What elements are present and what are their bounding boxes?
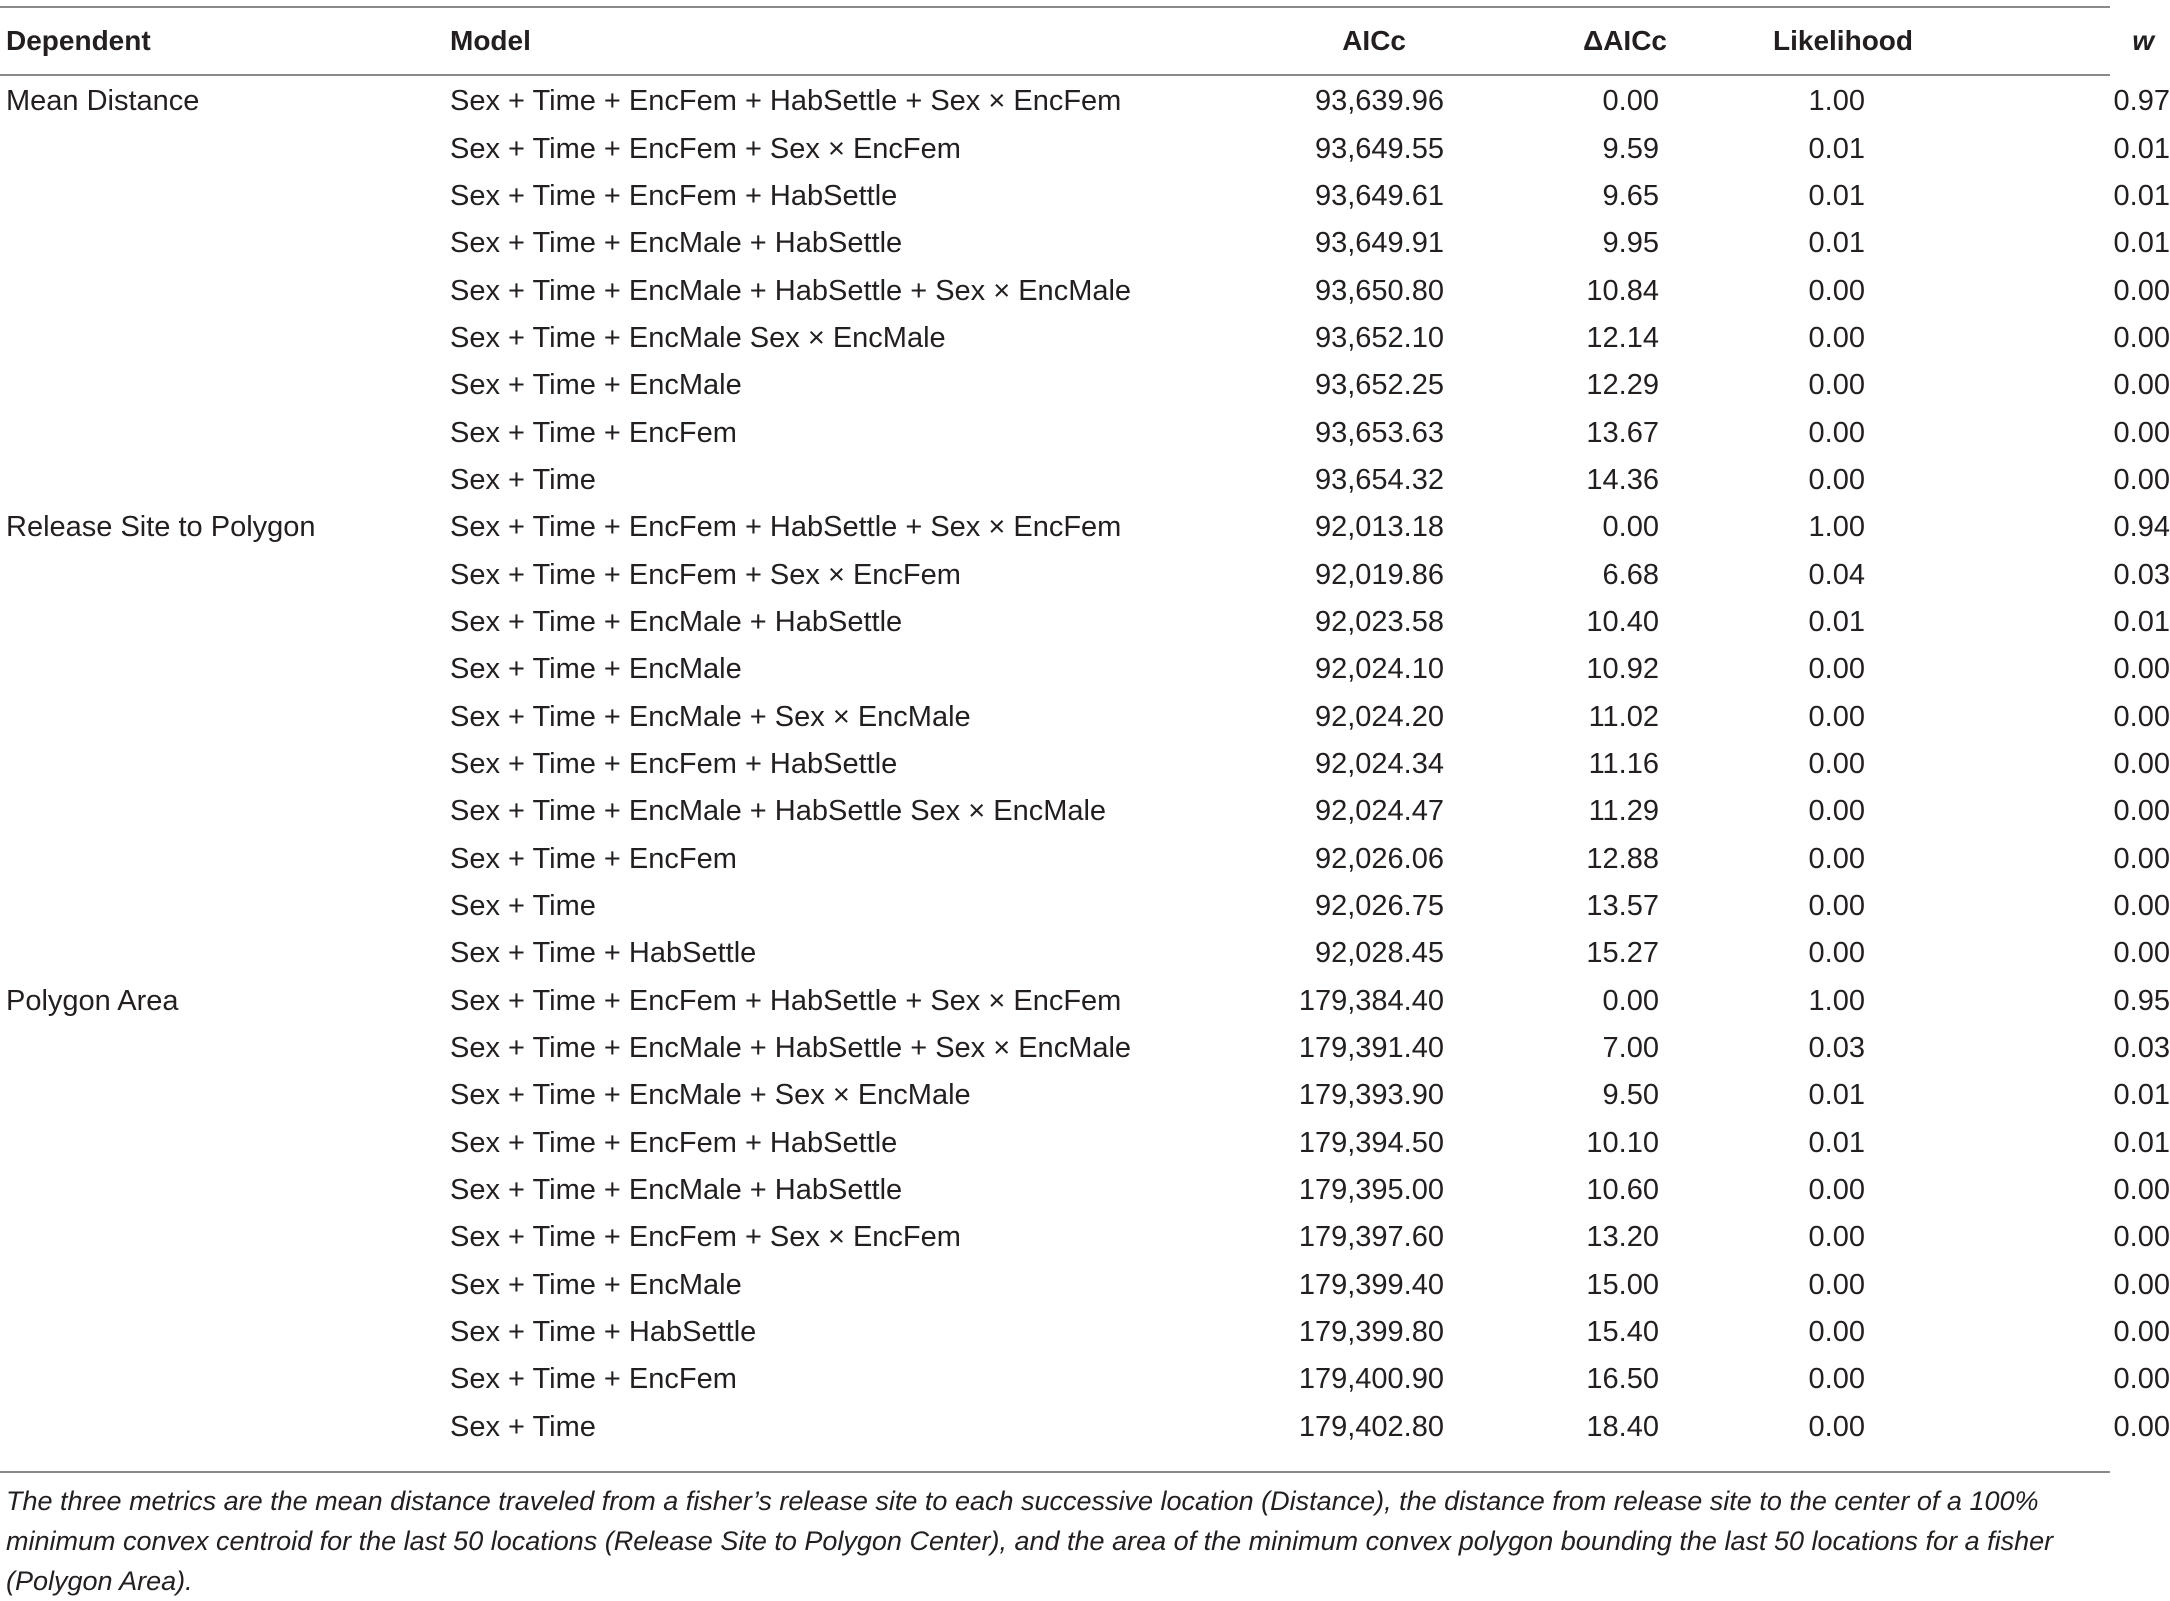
table-header: [0, 8, 2170, 74]
cell-dependent: [0, 409, 450, 456]
cell-model: Sex + Time + EncMale + HabSettle + Sex × EncMale: [450, 1032, 1132, 1065]
table-row: [0, 1404, 2170, 1451]
cell-aicc: 93,652.25: [1314, 369, 1444, 402]
table-row: [0, 930, 2170, 977]
cell-dependent: [0, 362, 450, 409]
cell-dependent: [0, 693, 450, 740]
cell-likelihood: 0.00: [1808, 1268, 1865, 1301]
cell-delta-aicc: 12.29: [1586, 369, 1659, 402]
cell-likelihood: 0.00: [1808, 700, 1865, 733]
cell-delta-aicc: 16.50: [1586, 1363, 1659, 1396]
table-row: [0, 220, 2170, 267]
header-model: Model: [450, 25, 531, 56]
table-bottom-rule: [0, 1471, 2110, 1473]
table-header-row: [0, 8, 2170, 74]
cell-aicc: 92,024.20: [1314, 700, 1444, 733]
cell-dependent: [0, 173, 450, 220]
cell-dependent: [0, 741, 450, 788]
cell-model: Sex + Time + EncMale + Sex × EncMale: [450, 700, 971, 733]
cell-model: Sex + Time + EncMale Sex × EncMale: [450, 321, 946, 354]
table-row: [0, 362, 2170, 409]
cell-w: 0.01: [2113, 179, 2170, 212]
table-row: [0, 1356, 2170, 1403]
cell-w: 0.00: [2113, 1268, 2170, 1301]
table-body: [0, 74, 2170, 1451]
cell-w: 0.00: [2113, 1363, 2170, 1396]
cell-dependent: Mean Distance: [6, 85, 200, 118]
cell-dependent: [0, 267, 450, 314]
cell-w: 0.00: [2113, 1221, 2170, 1254]
table-row: [0, 788, 2170, 835]
cell-model: Sex + Time + EncMale + HabSettle: [450, 605, 903, 638]
cell-delta-aicc: 6.68: [1602, 558, 1659, 591]
cell-dependent: [0, 788, 450, 835]
cell-model: Sex + Time + EncFem + Sex × EncFem: [450, 1221, 961, 1254]
cell-dependent: [0, 836, 450, 883]
cell-aicc: 92,024.47: [1314, 795, 1444, 828]
cell-w: 0.00: [2113, 369, 2170, 402]
table-row: [0, 409, 2170, 456]
cell-likelihood: 0.00: [1808, 842, 1865, 875]
cell-likelihood: 0.00: [1808, 274, 1865, 307]
cell-dependent: [0, 646, 450, 693]
cell-model: Sex + Time + EncMale: [450, 369, 742, 402]
cell-likelihood: 0.01: [1808, 1079, 1865, 1112]
cell-dependent: Release Site to Polygon: [6, 511, 316, 544]
table-row: [0, 1214, 2170, 1261]
cell-delta-aicc: 15.40: [1586, 1316, 1659, 1349]
cell-aicc: 92,024.34: [1314, 747, 1444, 780]
cell-model: Sex + Time: [450, 463, 596, 496]
cell-delta-aicc: 10.10: [1586, 1126, 1659, 1159]
header-delta-aicc: ΔAICc: [1583, 25, 1667, 56]
cell-dependent: [0, 1167, 450, 1214]
cell-w: 0.00: [2113, 653, 2170, 686]
cell-w: 0.01: [2113, 132, 2170, 165]
cell-model: Sex + Time + EncMale + HabSettle + Sex × EncMale: [450, 274, 1132, 307]
cell-delta-aicc: 15.27: [1586, 937, 1659, 970]
cell-likelihood: 0.00: [1808, 795, 1865, 828]
table-row: [0, 1072, 2170, 1119]
cell-dependent: [0, 220, 450, 267]
cell-likelihood: 1.00: [1808, 984, 1865, 1017]
cell-delta-aicc: 9.65: [1602, 179, 1659, 212]
cell-aicc: 179,402.80: [1298, 1410, 1444, 1443]
cell-w: 0.00: [2113, 700, 2170, 733]
cell-dependent: [0, 1214, 450, 1261]
cell-likelihood: 0.00: [1808, 747, 1865, 780]
cell-aicc: 92,024.10: [1314, 653, 1444, 686]
cell-likelihood: 0.00: [1808, 463, 1865, 496]
table-row: [0, 1309, 2170, 1356]
cell-likelihood: 0.04: [1808, 558, 1865, 591]
table-row: [0, 1120, 2170, 1167]
cell-model: Sex + Time + EncFem: [450, 416, 737, 449]
cell-delta-aicc: 10.40: [1586, 605, 1659, 638]
cell-aicc: 93,650.80: [1314, 274, 1444, 307]
table-row: [0, 74, 2170, 125]
cell-delta-aicc: 9.95: [1602, 227, 1659, 260]
table-row: [0, 267, 2170, 314]
cell-delta-aicc: 9.50: [1602, 1079, 1659, 1112]
cell-model: Sex + Time + EncFem + HabSettle: [450, 747, 898, 780]
cell-aicc: 93,654.32: [1314, 463, 1444, 496]
cell-delta-aicc: 14.36: [1586, 463, 1659, 496]
cell-delta-aicc: 10.92: [1586, 653, 1659, 686]
cell-aicc: 179,399.80: [1298, 1316, 1444, 1349]
table-row: [0, 599, 2170, 646]
table-row: [0, 125, 2170, 172]
table-footnote: The three metrics are the mean distance traveled from a fisher’s release site to each successive location (Distance), the distance from release site to the center of a 100% minimum convex centroid for the last 50 locations (Release Site to Polygon Center), and the area of the minimum convex polygon bounding the last 50 locations for a fisher (Polygon Area).: [6, 1486, 2054, 1596]
cell-delta-aicc: 12.88: [1586, 842, 1659, 875]
cell-model: Sex + Time + EncFem: [450, 1363, 737, 1396]
cell-likelihood: 0.00: [1808, 1221, 1865, 1254]
cell-model: Sex + Time + EncMale + Sex × EncMale: [450, 1079, 971, 1112]
table-row: [0, 646, 2170, 693]
cell-likelihood: 0.00: [1808, 416, 1865, 449]
cell-likelihood: 0.00: [1808, 653, 1865, 686]
cell-delta-aicc: 11.16: [1588, 747, 1659, 780]
cell-likelihood: 0.01: [1808, 179, 1865, 212]
table-row: [0, 173, 2170, 220]
cell-model: Sex + Time + HabSettle: [450, 1316, 757, 1349]
cell-w: 0.00: [2113, 463, 2170, 496]
cell-w: 0.03: [2113, 558, 2170, 591]
cell-likelihood: 0.00: [1808, 890, 1865, 923]
cell-w: 0.01: [2113, 605, 2170, 638]
cell-w: 0.00: [2113, 416, 2170, 449]
cell-model: Sex + Time + HabSettle: [450, 937, 757, 970]
cell-dependent: [0, 1309, 450, 1356]
cell-dependent: [0, 457, 450, 504]
cell-dependent: [0, 1356, 450, 1403]
cell-aicc: 93,653.63: [1314, 416, 1444, 449]
cell-dependent: [0, 1025, 450, 1072]
table-row: [0, 551, 2170, 598]
cell-model: Sex + Time + EncMale + HabSettle: [450, 227, 903, 260]
cell-aicc: 179,391.40: [1298, 1032, 1444, 1065]
cell-likelihood: 0.01: [1808, 1126, 1865, 1159]
table-row: [0, 741, 2170, 788]
table-row: [0, 883, 2170, 930]
cell-model: Sex + Time + EncFem + HabSettle + Sex × EncFem: [450, 511, 1122, 544]
cell-w: 0.00: [2113, 1174, 2170, 1207]
cell-aicc: 93,649.55: [1314, 132, 1444, 165]
cell-dependent: [0, 125, 450, 172]
cell-w: 0.00: [2113, 890, 2170, 923]
cell-model: Sex + Time + EncMale + HabSettle: [450, 1174, 903, 1207]
cell-likelihood: 0.00: [1808, 1316, 1865, 1349]
cell-model: Sex + Time + EncMale: [450, 653, 742, 686]
cell-delta-aicc: 0.00: [1602, 85, 1659, 118]
cell-likelihood: 0.01: [1808, 132, 1865, 165]
cell-model: Sex + Time: [450, 1410, 596, 1443]
cell-w: 0.94: [2113, 511, 2170, 544]
table-row: [0, 1167, 2170, 1214]
table-row: [0, 1025, 2170, 1072]
cell-aicc: 92,026.06: [1314, 842, 1444, 875]
cell-delta-aicc: 18.40: [1586, 1410, 1659, 1443]
cell-likelihood: 1.00: [1808, 511, 1865, 544]
cell-w: 0.97: [2113, 85, 2170, 118]
table-row: [0, 693, 2170, 740]
cell-dependent: [0, 1404, 450, 1451]
cell-w: 0.03: [2113, 1032, 2170, 1065]
cell-aicc: 179,394.50: [1298, 1126, 1444, 1159]
cell-w: 0.00: [2113, 1410, 2170, 1443]
cell-w: 0.00: [2113, 937, 2170, 970]
cell-likelihood: 0.00: [1808, 1410, 1865, 1443]
cell-w: 0.01: [2113, 1079, 2170, 1112]
cell-delta-aicc: 10.84: [1586, 274, 1659, 307]
cell-likelihood: 0.03: [1808, 1032, 1865, 1065]
table-row: [0, 504, 2170, 551]
cell-delta-aicc: 0.00: [1602, 511, 1659, 544]
cell-model: Sex + Time + EncFem + HabSettle + Sex × EncFem: [450, 984, 1122, 1017]
header-likelihood: Likelihood: [1773, 25, 1913, 56]
cell-likelihood: 1.00: [1808, 85, 1865, 118]
cell-delta-aicc: 13.67: [1586, 416, 1659, 449]
cell-model: Sex + Time + EncFem + HabSettle: [450, 1126, 898, 1159]
cell-likelihood: 0.00: [1808, 1363, 1865, 1396]
cell-w: 0.00: [2113, 321, 2170, 354]
cell-w: 0.00: [2113, 795, 2170, 828]
cell-delta-aicc: 10.60: [1586, 1174, 1659, 1207]
cell-aicc: 92,013.18: [1314, 511, 1444, 544]
cell-likelihood: 0.01: [1808, 605, 1865, 638]
cell-aicc: 92,028.45: [1314, 937, 1444, 970]
cell-w: 0.01: [2113, 227, 2170, 260]
cell-w: 0.95: [2113, 984, 2170, 1017]
cell-model: Sex + Time + EncFem + HabSettle + Sex × EncFem: [450, 85, 1122, 118]
cell-w: 0.00: [2113, 747, 2170, 780]
cell-aicc: 93,649.61: [1314, 179, 1444, 212]
cell-aicc: 93,652.10: [1314, 321, 1444, 354]
cell-model: Sex + Time + EncMale + HabSettle Sex × EncMale: [450, 795, 1107, 828]
cell-dependent: [0, 551, 450, 598]
cell-model: Sex + Time + EncFem + HabSettle: [450, 179, 898, 212]
cell-delta-aicc: 12.14: [1586, 321, 1659, 354]
cell-model: Sex + Time + EncMale: [450, 1268, 742, 1301]
cell-aicc: 92,019.86: [1314, 558, 1444, 591]
cell-delta-aicc: 9.59: [1602, 132, 1659, 165]
cell-aicc: 93,649.91: [1314, 227, 1444, 260]
cell-aicc: 179,399.40: [1298, 1268, 1444, 1301]
cell-delta-aicc: 11.29: [1588, 795, 1659, 828]
table-row: [0, 315, 2170, 362]
cell-w: 0.01: [2113, 1126, 2170, 1159]
cell-delta-aicc: 13.20: [1586, 1221, 1659, 1254]
cell-aicc: 92,023.58: [1314, 605, 1444, 638]
cell-delta-aicc: 11.02: [1588, 700, 1659, 733]
cell-dependent: [0, 1072, 450, 1119]
model-selection-table: [0, 8, 2170, 1451]
cell-aicc: 179,395.00: [1298, 1174, 1444, 1207]
cell-delta-aicc: 15.00: [1586, 1268, 1659, 1301]
cell-model: Sex + Time + EncFem + Sex × EncFem: [450, 558, 961, 591]
cell-model: Sex + Time + EncFem + Sex × EncFem: [450, 132, 961, 165]
cell-dependent: [0, 1262, 450, 1309]
header-aicc: AICc: [1342, 25, 1406, 56]
cell-model: Sex + Time + EncFem: [450, 842, 737, 875]
cell-dependent: [0, 930, 450, 977]
table-row: [0, 836, 2170, 883]
cell-likelihood: 0.00: [1808, 937, 1865, 970]
cell-likelihood: 0.00: [1808, 321, 1865, 354]
header-dependent: Dependent: [6, 25, 151, 56]
cell-aicc: 179,397.60: [1298, 1221, 1444, 1254]
cell-delta-aicc: 7.00: [1602, 1032, 1659, 1065]
cell-aicc: 179,384.40: [1298, 984, 1444, 1017]
table-row: [0, 978, 2170, 1025]
cell-aicc: 179,393.90: [1298, 1079, 1444, 1112]
cell-model: Sex + Time: [450, 890, 596, 923]
cell-dependent: [0, 1120, 450, 1167]
cell-w: 0.00: [2113, 274, 2170, 307]
cell-delta-aicc: 13.57: [1586, 890, 1659, 923]
cell-w: 0.00: [2113, 1316, 2170, 1349]
cell-dependent: [0, 315, 450, 362]
cell-dependent: Polygon Area: [6, 984, 179, 1017]
cell-delta-aicc: 0.00: [1602, 984, 1659, 1017]
cell-likelihood: 0.00: [1808, 1174, 1865, 1207]
cell-aicc: 93,639.96: [1314, 85, 1444, 118]
cell-aicc: 92,026.75: [1314, 890, 1444, 923]
cell-w: 0.00: [2113, 842, 2170, 875]
header-w: w: [2132, 25, 2154, 56]
cell-aicc: 179,400.90: [1298, 1363, 1444, 1396]
cell-dependent: [0, 599, 450, 646]
cell-likelihood: 0.00: [1808, 369, 1865, 402]
cell-dependent: [0, 883, 450, 930]
cell-likelihood: 0.01: [1808, 227, 1865, 260]
table-row: [0, 1262, 2170, 1309]
table-row: [0, 457, 2170, 504]
